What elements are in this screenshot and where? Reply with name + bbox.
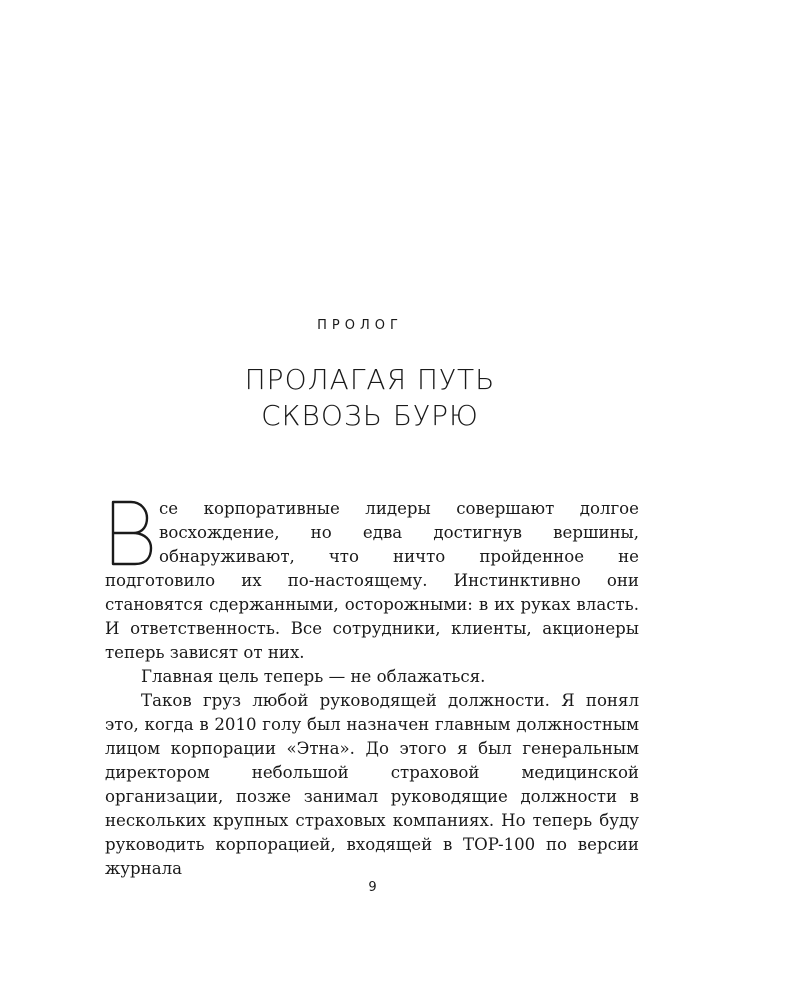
chapter-title-line-1: ПРОЛАГАЯ ПУТЬ (244, 363, 496, 396)
paragraph-1 (105, 497, 639, 665)
body-text (105, 497, 639, 881)
chapter-title (0, 362, 740, 434)
paragraph-2: Главная цель теперь — не облажаться. (141, 667, 486, 686)
page-number: 9 (368, 880, 377, 895)
chapter-kicker: ПРОЛОГ (317, 318, 403, 333)
paragraph-3: Таков груз любой руководящей должности. Я понял это, когда в 2010 голу был назначен главным должностным лицом корпорации «Этна». До этого я был генеральным директором небольшой страховой медицинской организации, позже занимал руководящие должности в нескольких крупных страховых компаниях. Но теперь буду руководить корпорацией, входящей в TOP-100 по версии журнала (105, 691, 639, 878)
dropcap-glyph (105, 498, 155, 568)
chapter-title-line-2: СКВОЗЬ БУРЮ (261, 399, 479, 432)
dropcap (105, 498, 155, 568)
paragraph-1-text: се корпоративные лидеры совершают долгое восхождение, но едва достигнув вершины, обнаруживают, что ничто пройденное не подготовило их по-настоящему. Инстинктивно они становятся сдержанными, осторожными: в их руках власть. И ответственность. Все сотрудники, клиенты, акционеры теперь зависят от них. (105, 499, 639, 662)
